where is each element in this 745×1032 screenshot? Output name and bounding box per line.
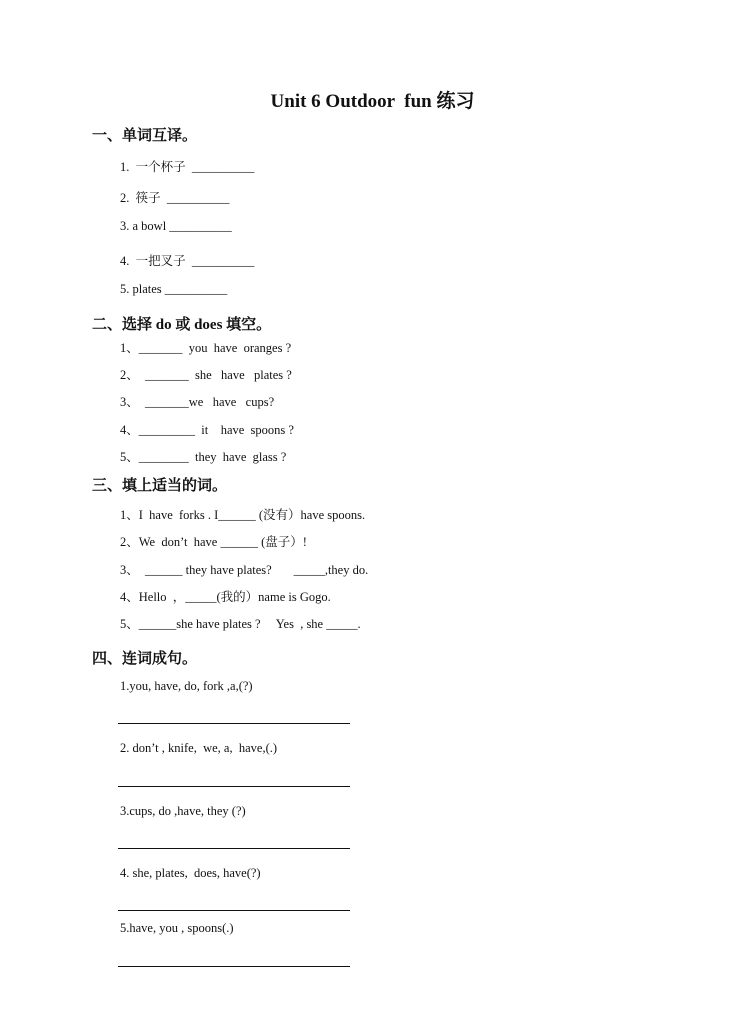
question-item: 3.cups, do ,have, they (?)	[120, 804, 246, 818]
answer-line	[118, 966, 350, 967]
question-item: 3、 _______we have cups?	[120, 395, 275, 409]
page-title: Unit 6 Outdoor fun 练习	[270, 91, 475, 112]
question-item: 5、________ they have glass ?	[120, 450, 287, 464]
question-item: 5、______she have plates ? Yes , she _____.	[120, 617, 361, 631]
question-item: 1、_______ you have oranges ?	[120, 341, 292, 355]
section-heading-do-does: 二、选择 do 或 does 填空。	[92, 317, 272, 333]
answer-line	[118, 910, 350, 911]
question-item: 4. she, plates, does, have(?)	[120, 866, 261, 880]
answer-line	[118, 848, 350, 849]
question-item: 5. plates __________	[120, 282, 228, 296]
section-heading-fill-words: 三、填上适当的词。	[92, 478, 228, 494]
question-item: 4. 一把叉子 __________	[120, 254, 255, 268]
question-item: 1、I have forks . I______ (没有）have spoons.	[120, 508, 366, 522]
question-item: 1. 一个杯子 __________	[120, 160, 255, 174]
question-item: 3. a bowl __________	[120, 219, 232, 233]
question-item: 4、_________ it have spoons ?	[120, 423, 294, 437]
answer-line	[118, 786, 350, 787]
question-item: 1.you, have, do, fork ,a,(?)	[120, 679, 253, 693]
section-heading-vocabulary: 一、单词互译。	[92, 128, 198, 144]
section-heading-sentences: 四、连词成句。	[92, 651, 198, 667]
question-item: 2. don’t , knife, we, a, have,(.)	[120, 741, 278, 755]
question-item: 2、We don’t have ______ (盘子）!	[120, 535, 307, 549]
question-item: 5.have, you , spoons(.)	[120, 921, 234, 935]
question-item: 3、 ______ they have plates? _____,they do.	[120, 563, 369, 577]
question-item: 2. 筷子 __________	[120, 191, 230, 205]
answer-line	[118, 723, 350, 724]
question-item: 4、Hello ，_____(我的）name is Gogo.	[120, 590, 331, 604]
question-item: 2、 _______ she have plates ?	[120, 368, 292, 382]
